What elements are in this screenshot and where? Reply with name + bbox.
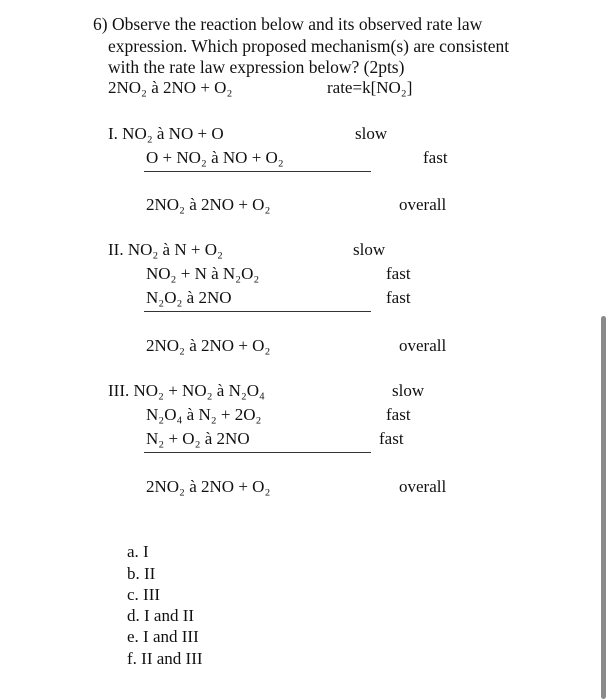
mechanism-1-overall-label: overall [399, 195, 447, 214]
mechanism-3-overall-label: overall [399, 477, 447, 496]
mechanism-1-step-1: I. NO₂ à NO + O [108, 124, 224, 143]
mechanism-3-step-3-rate: fast [379, 429, 404, 448]
mechanism-1-overall: 2NO₂ à 2NO + O₂ [146, 195, 271, 214]
mechanism-2-overall: 2NO₂ à 2NO + O₂ [146, 336, 271, 355]
mechanism-2-step-2: NO₂ + N à N₂O₂ [146, 264, 260, 283]
mechanism-1-step-2-rate: fast [423, 148, 448, 167]
question-line-1: 6) Observe the reaction below and its observed rate law [93, 14, 483, 34]
mechanism-3-step-1-rate: slow [392, 381, 425, 400]
choice-e: e. I and III [127, 627, 199, 646]
mechanism-3-step-1: III. NO₂ + NO₂ à N₂O₄ [108, 381, 265, 400]
vertical-scrollbar[interactable] [601, 316, 606, 699]
choice-b: b. II [127, 564, 156, 583]
mechanism-2-step-2-rate: fast [386, 264, 411, 283]
mechanism-2-sum-line [144, 311, 371, 312]
mechanism-2-step-3-rate: fast [386, 288, 411, 307]
mechanism-3-step-2-rate: fast [386, 405, 411, 424]
mechanism-1-step-2: O + NO₂ à NO + O₂ [146, 148, 284, 167]
mechanism-3-sum-line [144, 452, 371, 453]
mechanism-2-step-1-rate: slow [353, 240, 386, 259]
mechanism-3-step-2: N₂O₄ à N₂ + 2O₂ [146, 405, 262, 424]
mechanism-2-overall-label: overall [399, 336, 447, 355]
rate-law: rate=k[NO₂] [327, 78, 413, 97]
mechanism-1-sum-line [144, 171, 371, 172]
mechanism-2-step-3: N₂O₂ à 2NO [146, 288, 232, 307]
mechanism-2-step-1: II. NO₂ à N + O₂ [108, 240, 223, 259]
overall-reaction: 2NO₂ à 2NO + O₂ [108, 78, 233, 97]
mechanism-1-step-1-rate: slow [355, 124, 388, 143]
choice-d: d. I and II [127, 606, 195, 625]
mechanism-3-overall: 2NO₂ à 2NO + O₂ [146, 477, 271, 496]
choice-c: c. III [127, 585, 161, 604]
mechanism-3-step-3: N₂ + O₂ à 2NO [146, 429, 250, 448]
choice-a: a. I [127, 542, 149, 561]
choice-f: f. II and III [127, 649, 203, 668]
question-line-3: with the rate law expression below? (2pts) [108, 57, 405, 77]
question-line-2: expression. Which proposed mechanism(s) are consistent [108, 36, 510, 56]
